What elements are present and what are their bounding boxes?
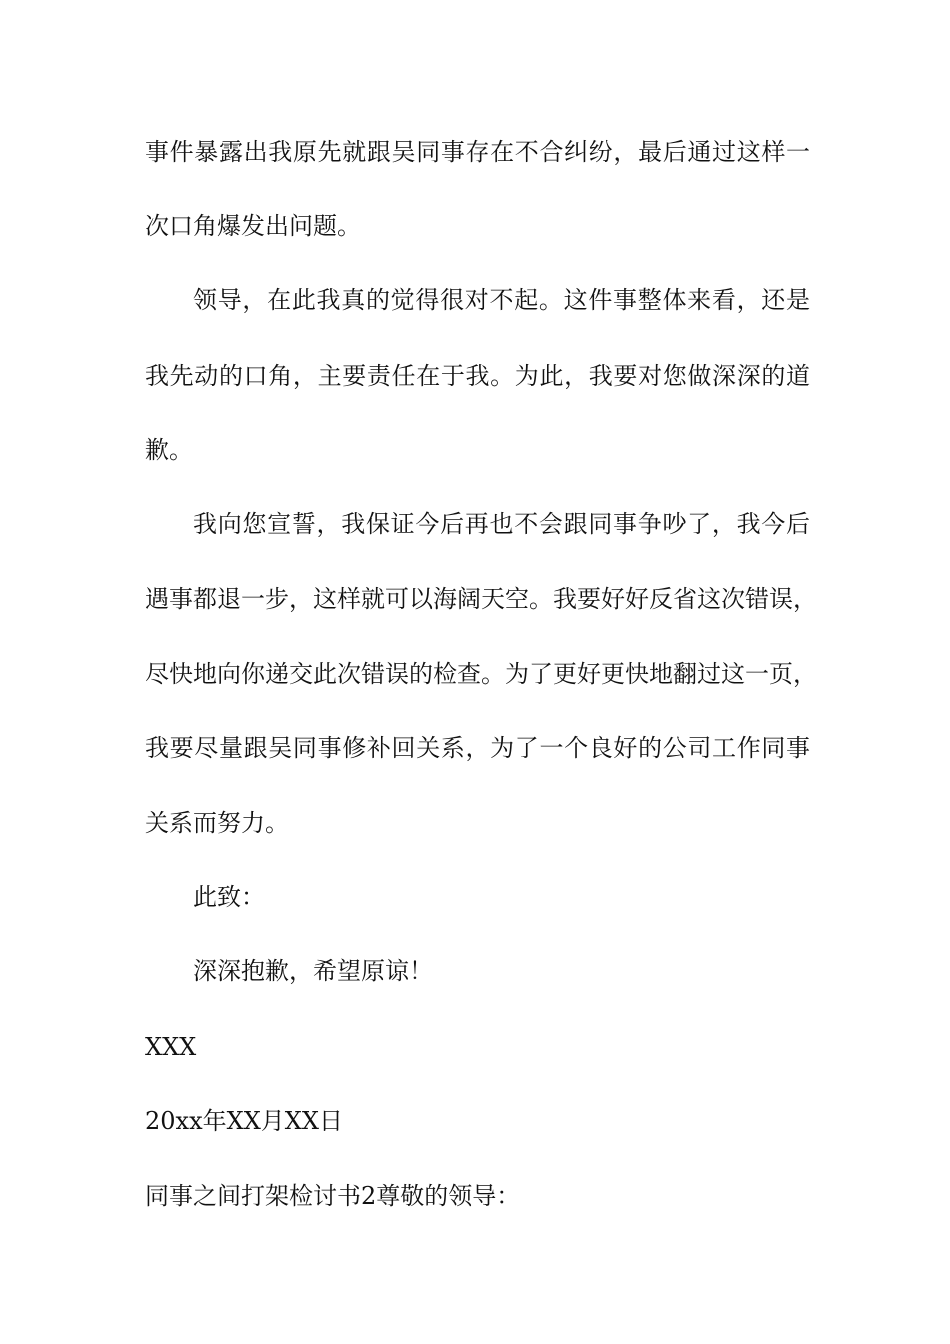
paragraph-line: 尽快地向你递交此次错误的检查。为了更好更快地翻过这一页，	[145, 660, 817, 688]
signature-name: XXX	[145, 1033, 197, 1061]
closing-phrase: 深深抱歉，希望原谅！	[193, 957, 433, 985]
paragraph-line: 领导，在此我真的觉得很对不起。这件事整体来看，还是	[193, 286, 810, 314]
next-section-heading: 同事之间打架检讨书2尊敬的领导：	[145, 1182, 521, 1210]
paragraph-line: 我先动的口角，主要责任在于我。为此，我要对您做深深的道	[145, 362, 810, 390]
paragraph-line: 遇事都退一步，这样就可以海阔天空。我要好好反省这次错误，	[145, 585, 817, 613]
closing-salutation: 此致：	[193, 883, 265, 911]
paragraph-line: 歉。	[145, 436, 193, 464]
paragraph-line: 关系而努力。	[145, 809, 289, 837]
paragraph-line: 次口角爆发出问题。	[145, 212, 361, 240]
paragraph-line: 事件暴露出我原先就跟吴同事存在不合纠纷，最后通过这样一	[145, 138, 810, 166]
signature-date: 20xx年XX月XX日	[145, 1107, 343, 1135]
paragraph-line: 我向您宣誓，我保证今后再也不会跟同事争吵了，我今后	[193, 510, 810, 538]
paragraph-line: 我要尽量跟吴同事修补回关系，为了一个良好的公司工作同事	[145, 734, 810, 762]
